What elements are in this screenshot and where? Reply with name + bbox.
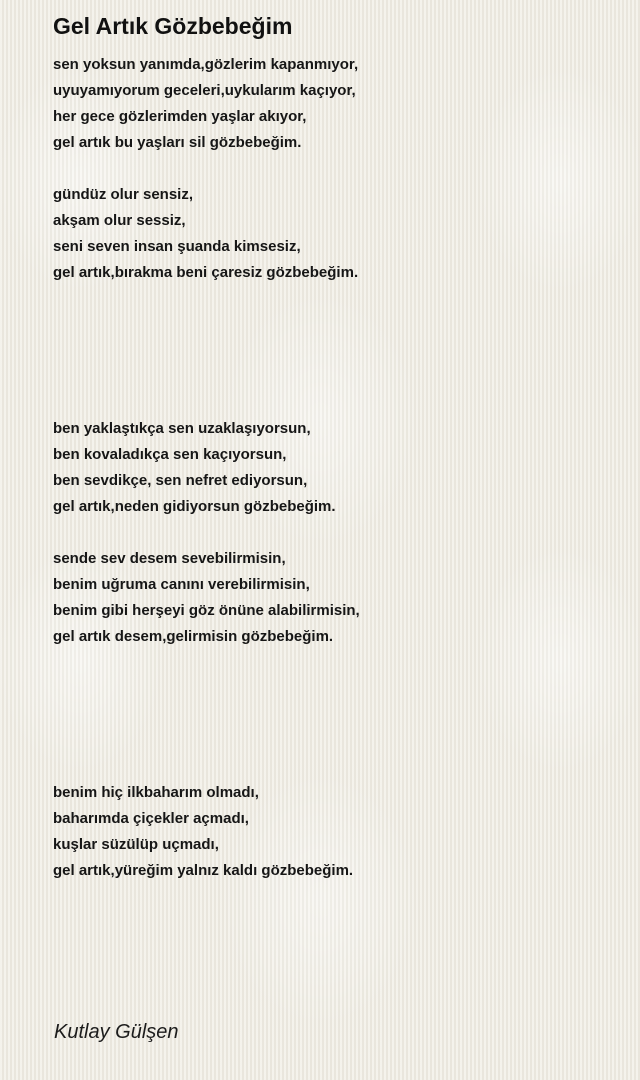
section-gap — [53, 286, 613, 416]
poem-line: benim gibi herşeyi göz önüne alabilirmisin, — [53, 602, 360, 619]
poem-line: gündüz olur sensiz, — [53, 186, 194, 203]
poem-line: sende sev desem sevebilirmisin, — [53, 550, 286, 567]
stanza-gap — [53, 520, 613, 546]
poem-line: ben yaklaştıkça sen uzaklaşıyorsun, — [53, 420, 311, 437]
poem-line: kuşlar süzülüp uçmadı, — [53, 836, 219, 853]
poem-line: seni seven insan şuanda kimsesiz, — [53, 238, 301, 255]
poem-line: benim uğruma canını verebilirmisin, — [53, 576, 310, 593]
stanza-gap — [53, 156, 613, 182]
poem-line: gel artık bu yaşları sil gözbebeğim. — [53, 134, 302, 151]
stanza-1 — [53, 52, 613, 156]
poem-line: akşam olur sessiz, — [53, 212, 186, 229]
stanza-5 — [53, 780, 613, 884]
poem-line: gel artık desem,gelirmisin gözbebeğim. — [53, 628, 334, 645]
stanza-3 — [53, 416, 613, 520]
stanza-4 — [53, 546, 613, 650]
poem-line: her gece gözlerimden yaşlar akıyor, — [53, 108, 307, 125]
poem-line: uyuyamıyorum geceleri,uykularım kaçıyor, — [53, 82, 356, 99]
poem-line: benim hiç ilkbaharım olmadı, — [53, 784, 259, 801]
poem-line: ben kovaladıkça sen kaçıyorsun, — [53, 446, 287, 463]
poem-line: baharımda çiçekler açmadı, — [53, 810, 249, 827]
poem-title: Gel Artık Gözbebeğim — [53, 13, 293, 39]
poem-body — [53, 52, 613, 884]
poem-line: gel artık,bırakma beni çaresiz gözbebeğim. — [53, 264, 359, 281]
poem-line: ben sevdikçe, sen nefret ediyorsun, — [53, 472, 308, 489]
stanza-2 — [53, 182, 613, 286]
poem-line: gel artık,yüreğim yalnız kaldı gözbebeğim. — [53, 862, 354, 879]
poem-author: Kutlay Gülşen — [54, 1021, 179, 1043]
poem-line: gel artık,neden gidiyorsun gözbebeğim. — [53, 498, 336, 515]
poem-line: sen yoksun yanımda,gözlerim kapanmıyor, — [53, 56, 359, 73]
section-gap — [53, 650, 613, 780]
